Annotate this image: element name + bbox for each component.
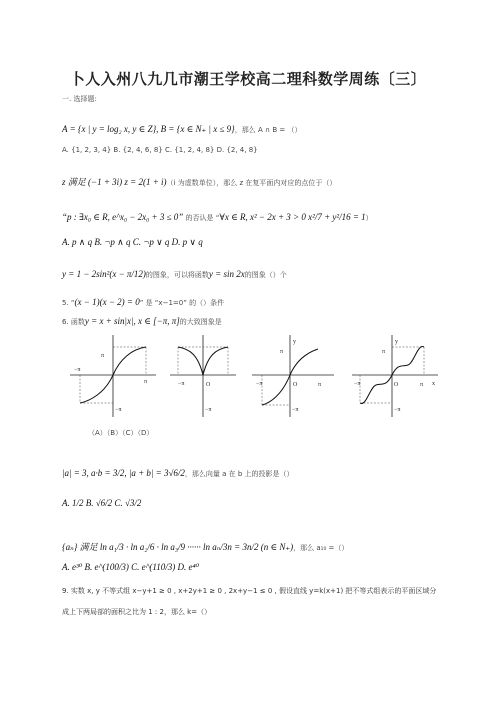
graph-b-neg-pi-y-label: −π <box>205 407 212 413</box>
graph-c <box>252 333 334 419</box>
graph-c-origin-label: O <box>293 382 298 388</box>
q4-mid: 的图象，可以将函数 <box>145 271 209 279</box>
graph-b-origin-label: O <box>206 382 211 388</box>
graph-d-neg-pi-label: −π <box>354 381 361 387</box>
question-2 <box>62 170 336 189</box>
graph-a-pi-label: π <box>101 353 105 359</box>
q7-tail: ，那么向量 a 在 b 上的投影是（） <box>184 470 294 478</box>
q5-tail: ” 是 “x−1=0” 的（）条件 <box>139 299 225 307</box>
question-6 <box>62 309 222 328</box>
graph-d-pi-x-label: π <box>420 382 424 388</box>
q4-tail: 的图象（）个 <box>244 271 287 279</box>
page-title: 卜人入州八九几市潮王学校高二理科数学周练〔三〕 <box>69 70 427 88</box>
q8-tail: ，那么 a₁₀ =（） <box>293 544 349 552</box>
q7-options: A. 1/2 B. √6/2 C. √3/2 <box>62 498 142 508</box>
q2-tail: （i 为虚数单位），那么 z 在复平面内对应的点位于（） <box>166 179 337 187</box>
graph-b-neg-pi-label: −π <box>178 381 185 387</box>
q1-tail: ，那么 A ∩ B = （） <box>234 126 302 134</box>
q6-math: y = x + sin|x|, x ∈ [−π, π] <box>84 316 180 326</box>
q3-tail: ） <box>365 214 373 222</box>
graph-d-neg-pi-y-label: −π <box>394 407 401 413</box>
graph-c-neg-pi-y-label: −π <box>292 407 299 413</box>
section-heading: 一. 选择题: <box>62 95 97 103</box>
question-5 <box>62 290 224 309</box>
graph-c-neg-pi-label: −π <box>256 381 263 387</box>
question-7 <box>62 461 294 480</box>
graph-c-pi-x-label: π <box>318 382 322 388</box>
q5-prefix: 5. “ <box>62 299 75 307</box>
q3-math: “p : ∃x₀ ∈ R, e^x₀ − 2x₀ + 3 ≤ 0” <box>62 212 184 222</box>
question-1 <box>62 117 302 136</box>
q3-math2: ∀x ∈ R, x² − 2x + 3 > 0 x²/7 + y²/16 = 1 <box>219 212 366 222</box>
graph-c-y-label: y <box>293 339 296 345</box>
graph-d-x-label: x <box>432 381 435 387</box>
q3-mid: 的否认是 “ <box>183 214 220 222</box>
q4-math2: y = sin 2x <box>208 269 245 279</box>
q1-math: A = {x | y = log₂ x, y ∈ Z}, B = {x ∈ N₊ | x ≤ 9} <box>62 124 235 134</box>
q6-prefix: 6. 函数 <box>62 318 85 326</box>
q5-math: (x − 1)(x − 2) = 0 <box>74 297 140 307</box>
q4-math: y = 1 − 2sin²(x − π/12) <box>62 269 146 279</box>
graph-a <box>70 333 156 419</box>
question-3 <box>62 205 373 224</box>
graph-a-neg-pi-y-label: −π <box>115 407 122 413</box>
q6-tail: 的大致图象是 <box>179 318 222 326</box>
graph-b <box>170 333 236 419</box>
graph-a-neg-pi-label: −π <box>74 367 81 373</box>
q9-line1: 9. 实数 x, y 不等式组 x−y+1 ≥ 0 , x+2y+1 ≥ 0 , 2x+y−1 ≤ 0 , 假设直线 y=k(x+1) 把不等式组表示的平面区域分 <box>62 587 437 595</box>
q8-math: {aₙ} 满足 ln a₁/3 · ln a₂/6 · ln a₃/9 ······ ln aₙ/3n = 3n/2 (n ∈ N₊) <box>62 542 294 552</box>
q7-math: |a| = 3, a·b = 3/2, |a + b| = 3√6/2 <box>62 468 185 478</box>
q3-options: A. p ∧ q B. ¬p ∧ q C. ¬p ∨ q D. p ∨ q <box>62 237 203 247</box>
graph-d-origin-label: O <box>394 382 399 388</box>
q1-options: A. {1, 2, 3, 4} B. {2, 4, 6, 8} C. {1, 2, 4, 8} D. {2, 4, 8} <box>62 146 258 154</box>
question-8 <box>62 535 348 554</box>
q9-line2: 成上下两局部的面积之比为 1 : 2，那么 k=（） <box>62 608 212 616</box>
graph-d <box>352 333 438 419</box>
question-4 <box>62 262 287 281</box>
q6-options: （A）（B）（C）（D） <box>88 429 154 437</box>
q2-math: z 满足 (−1 + 3i) z = 2(1 + i) <box>62 177 167 187</box>
q8-options: A. e³⁰ B. e^(100/3) C. e^(110/3) D. e⁴⁰ <box>62 562 200 572</box>
graph-a-pi-x-label: π <box>144 379 148 385</box>
graph-d-y-label: y <box>395 339 398 345</box>
graph-c-pi-label: π <box>280 349 284 355</box>
graph-d-pi-label: π <box>382 349 386 355</box>
